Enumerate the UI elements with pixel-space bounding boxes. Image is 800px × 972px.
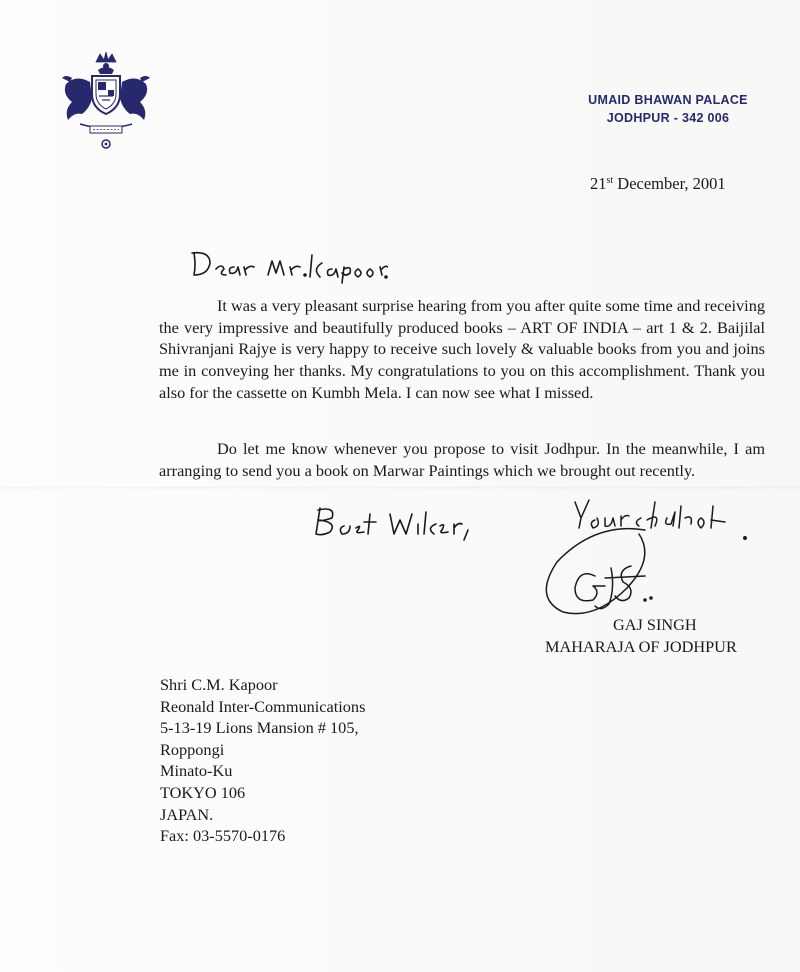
recipient-line: 5-13-19 Lions Mansion # 105, — [160, 718, 359, 738]
signature — [535, 492, 760, 622]
recipient-line: Shri C.M. Kapoor — [160, 675, 278, 694]
recipient-address — [160, 674, 460, 847]
recipient-line: Roppongi — [160, 739, 225, 759]
recipient-line: Reonald Inter-Communications — [160, 696, 366, 716]
body-paragraph-1 — [159, 295, 765, 404]
recipient-line: TOKYO 106 — [160, 782, 246, 802]
body-paragraph-2 — [159, 438, 765, 481]
paragraph-text: Do let me know whenever you propose to visit Jodhpur. In the meanwhile, I am arranging to send you a book on Marwar Paintings which we brought out recently. — [159, 439, 765, 480]
handwritten-closing — [314, 500, 474, 544]
signer-title: MAHARAJA OF JODHPUR — [545, 636, 737, 656]
letter-date — [590, 174, 770, 194]
signer-name: GAJ SINGH — [613, 615, 697, 634]
letterhead-line2: JODHPUR - 342 006 — [606, 111, 730, 125]
date-day: 21 — [590, 174, 607, 193]
letterhead-address — [578, 91, 758, 127]
date-suffix: st — [606, 175, 614, 186]
date-rest: December, 2001 — [613, 174, 726, 193]
recipient-line: Fax: 03-5570-0176 — [160, 826, 286, 846]
recipient-line: Minato-Ku — [160, 761, 233, 781]
recipient-line: JAPAN. — [160, 804, 214, 824]
paragraph-text: It was a very pleasant surprise hearing from you after quite some time and receiving the very impressive and beautifully produced books – ART OF INDIA – art 1 & 2. Baijilal Shivranjani Rajye is very happy to receive such lovely & valuable books from you and joins me in conveying her thanks. My congratulations to you on this accomplishment. Thank you also for the cassette on Kumbh Mela. I can now see what I missed. — [159, 296, 765, 402]
handwritten-salutation — [188, 243, 388, 287]
letterhead-line1: UMAID BHAWAN PALACE — [588, 93, 748, 107]
royal-crest-icon — [52, 48, 160, 156]
signer-block — [545, 614, 775, 657]
